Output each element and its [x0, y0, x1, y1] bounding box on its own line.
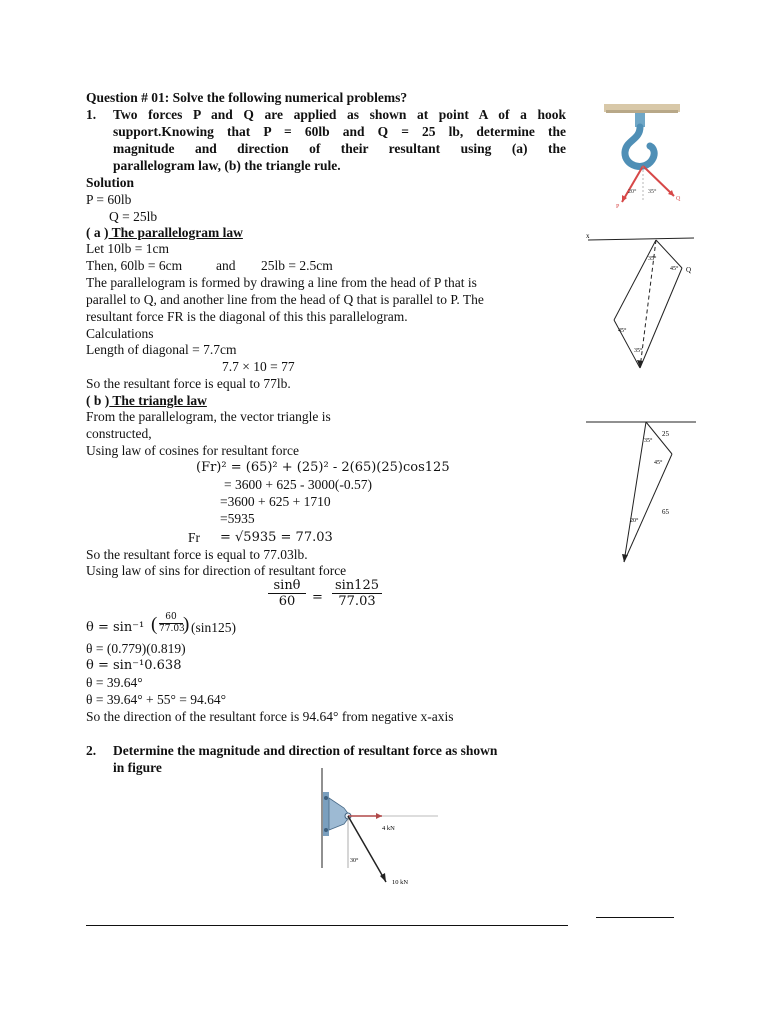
- fraction-left: [268, 578, 306, 609]
- para-label-q: Q: [686, 266, 692, 274]
- part-b-fr-label: Fr: [188, 530, 201, 545]
- problem2-line2: in figure: [113, 760, 162, 775]
- fraction-right: [332, 578, 382, 609]
- theta2: θ = (0.779)(0.819): [86, 641, 186, 656]
- theta4: θ = 39.64°: [86, 675, 143, 690]
- part-a-then-a: Then, 60lb = 6cm: [86, 258, 183, 273]
- force-10kn-label: 10 kN: [392, 879, 409, 886]
- triangle-resultant: [624, 422, 646, 562]
- problem1-line2: support.Knowing that P = 60lb and Q = 25 lb, determine the: [113, 124, 566, 139]
- solution-q: Q = 25lb: [109, 209, 158, 224]
- triangle-side-65-label: 65: [662, 508, 669, 516]
- force-p-line: [622, 166, 643, 202]
- para-angle-bottom: 35°: [634, 348, 643, 354]
- part-b-from1: From the parallelogram, the vector triangle is: [86, 409, 331, 424]
- part-a-scale: Let 10lb = 1cm: [86, 241, 169, 256]
- problem2-number: 2.: [86, 743, 97, 758]
- problem1-line3: magnitude and direction of their resultant using (a) the: [113, 141, 566, 156]
- part-b-eq3: =3600 + 625 + 1710: [220, 494, 331, 509]
- part-b-label: The triangle law: [109, 393, 207, 408]
- theta1-prefix: θ = sin⁻¹: [86, 620, 145, 635]
- part-a-diag: Length of diagonal = 7.7cm: [86, 342, 237, 357]
- theta1-paren-open: (: [151, 614, 158, 635]
- triangle-angle-b: 45°: [654, 460, 663, 466]
- part-a-label: The parallelogram law: [108, 225, 243, 240]
- part-a-desc1: The parallelogram is formed by drawing a line from the head of P that is: [86, 275, 477, 290]
- triangle-figure: [584, 414, 698, 574]
- triangle-angle-a: 35°: [644, 438, 653, 444]
- part-b-cos-intro: Using law of cosines for resultant force: [86, 443, 299, 458]
- angle-30-label: 30°: [350, 858, 359, 864]
- footer-rule-side: [596, 917, 674, 918]
- part-a-mult: 7.7 × 10 = 77: [222, 359, 295, 374]
- part-b-eq4: =5935: [220, 511, 255, 526]
- theta3: θ = sin⁻¹0.638: [86, 658, 182, 673]
- fraction-left-den: 60: [278, 594, 296, 609]
- fraction-right-num: sin125: [332, 578, 382, 594]
- part-a-desc2: parallel to Q, and another line from the head of Q that is parallel to P. The: [86, 292, 484, 307]
- para-angle-top: 35°: [648, 256, 657, 262]
- hook-body: [625, 127, 654, 166]
- bolt-top: [324, 796, 328, 800]
- theta1-den: 77.03: [159, 624, 185, 634]
- part-b-eq1: (Fr)² = (65)² + (25)² - 2(65)(25)cos125: [196, 460, 450, 475]
- part-a-calc: Calculations: [86, 326, 154, 341]
- part-a-then-and: and: [216, 258, 236, 273]
- theta1-fraction: [159, 612, 183, 635]
- part-b-eq2: = 3600 + 625 - 3000(-0.57): [224, 477, 372, 492]
- part-a-prefix: ( a ): [86, 225, 109, 240]
- theta1-paren-close: ): [183, 614, 190, 635]
- hook-angle-p: 20°: [628, 189, 637, 195]
- para-angle-left: 45°: [618, 328, 627, 334]
- force-4kn-arrowhead: [376, 813, 382, 819]
- part-b-heading: [86, 392, 207, 409]
- bracket-figure: [310, 768, 450, 892]
- hook-label-p: P: [616, 204, 620, 210]
- part-a-heading: [86, 224, 243, 241]
- side-p: [614, 240, 656, 320]
- footer-rule-main: [86, 925, 568, 926]
- part-a-desc3: resultant force FR is the diagonal of this this parallelogram.: [86, 309, 408, 324]
- theta1-post: (sin125): [191, 620, 236, 635]
- hook-figure: [598, 100, 690, 212]
- fraction-left-num: sinθ: [268, 578, 306, 594]
- ceiling-plate-edge: [606, 110, 678, 113]
- part-a-result: So the resultant force is equal to 77lb.: [86, 376, 291, 391]
- horizontal-axis: [588, 238, 694, 240]
- side-q: [656, 240, 682, 268]
- triangle-side-25-label: 25: [662, 430, 669, 438]
- parallelogram-figure: [584, 228, 698, 388]
- triangle-angle-c: 20°: [630, 518, 639, 524]
- part-b-fr-result: So the resultant force is equal to 77.03lb.: [86, 547, 308, 562]
- direction-result: So the direction of the resultant force is 94.64° from negative x-axis: [86, 709, 454, 724]
- problem2-line1: Determine the magnitude and direction of resultant force as shown: [113, 743, 498, 758]
- part-b-sin-intro: Using law of sins for direction of resultant force: [86, 563, 347, 578]
- part-b-prefix: ( b ): [86, 393, 110, 408]
- problem1-line1: Two forces P and Q are applied as shown at point A of a hook: [113, 107, 566, 122]
- theta5: θ = 39.64° + 55° = 94.64°: [86, 692, 227, 707]
- problem1-number: 1.: [86, 107, 97, 122]
- axis-x-label: x: [586, 232, 590, 240]
- problem1-line4: parallelogram law, (b) the triangle rule.: [113, 158, 341, 173]
- bolt-bottom: [324, 828, 328, 832]
- hook-angle-q: 35°: [648, 189, 657, 195]
- fraction-right-den: 77.03: [338, 594, 376, 609]
- part-b-from2: constructed,: [86, 426, 152, 441]
- theta1-num: 60: [159, 612, 183, 624]
- part-a-then-b: 25lb = 2.5cm: [261, 258, 333, 273]
- fraction-equals: =: [312, 590, 323, 605]
- part-b-eq5: = √5935 = 77.03: [220, 530, 333, 545]
- hook-label-q: Q: [676, 196, 681, 202]
- solution-heading: Solution: [86, 175, 135, 190]
- solution-p: P = 60lb: [86, 192, 132, 207]
- force-10kn-line: [348, 816, 386, 882]
- force-4kn-label: 4 kN: [382, 825, 395, 832]
- question-title: Question # 01: Solve the following numerical problems?: [86, 90, 408, 105]
- para-angle-right: 45°: [670, 266, 679, 272]
